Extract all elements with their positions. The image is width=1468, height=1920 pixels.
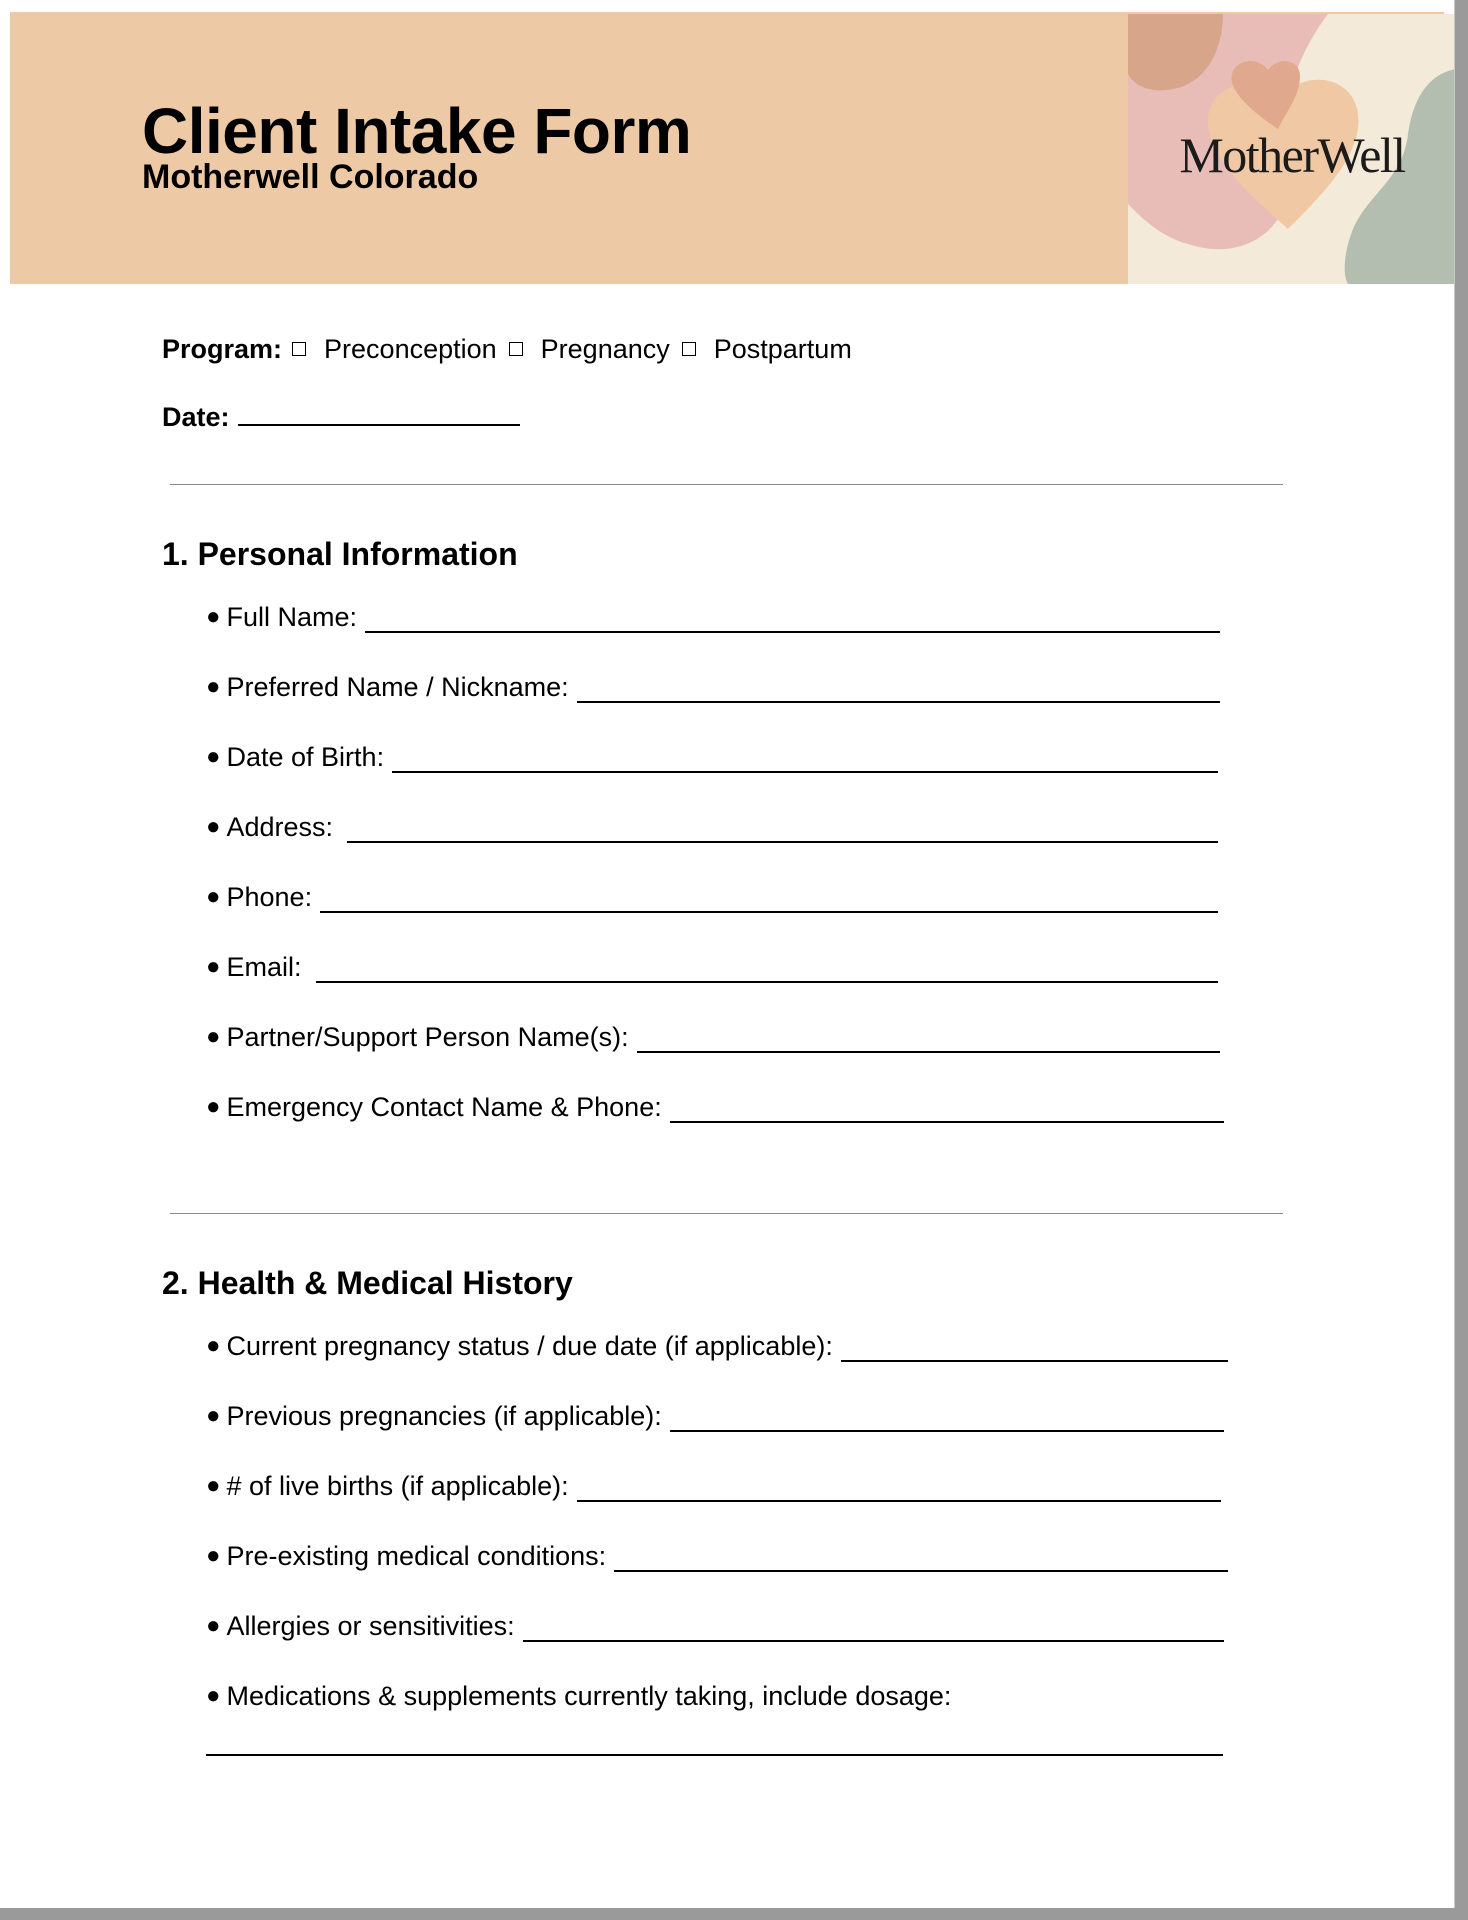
phone-input-line[interactable]: [320, 887, 1218, 913]
date-row: [162, 398, 520, 433]
field-medications: [206, 1681, 1224, 1712]
bullet-icon: ●: [206, 603, 221, 630]
field-allergies: [206, 1611, 1224, 1642]
field-label: Date of Birth:: [226, 742, 385, 772]
field-pregnancy-status: [206, 1331, 1228, 1362]
field-previous-pregnancies: [206, 1401, 1224, 1432]
field-label: Emergency Contact Name & Phone:: [226, 1092, 662, 1122]
option-pregnancy: Pregnancy: [540, 334, 670, 364]
field-label: Allergies or sensitivities:: [226, 1611, 515, 1641]
section-health-history-title: 2. Health & Medical History: [162, 1265, 573, 1301]
bullet-icon: ●: [206, 1542, 221, 1569]
live-births-input-line[interactable]: [577, 1476, 1221, 1502]
date-input-line[interactable]: [238, 398, 520, 426]
bullet-icon: ●: [206, 953, 221, 980]
allergies-input-line[interactable]: [523, 1616, 1224, 1642]
field-full-name: [206, 602, 1220, 633]
field-label: Previous pregnancies (if applicable):: [226, 1401, 662, 1431]
pre-existing-conditions-input-line[interactable]: [614, 1546, 1228, 1572]
field-date-of-birth: [206, 742, 1218, 773]
motherwell-logo: [1128, 14, 1455, 284]
section-divider: [170, 1213, 1283, 1214]
field-label: Address:: [226, 812, 334, 842]
field-label: Current pregnancy status / due date (if applicable):: [226, 1331, 833, 1361]
bullet-icon: ●: [206, 1402, 221, 1429]
bullet-icon: ●: [206, 1093, 221, 1120]
field-label: Preferred Name / Nickname:: [226, 672, 569, 702]
medications-input-line[interactable]: [206, 1754, 1223, 1756]
bullet-icon: ●: [206, 1612, 221, 1639]
bullet-icon: ●: [206, 1023, 221, 1050]
bullet-icon: ●: [206, 673, 221, 700]
field-phone: [206, 882, 1218, 913]
program-label: Program:: [162, 334, 283, 364]
field-label: Medications & supplements currently taking, include dosage:: [226, 1681, 952, 1711]
field-partner-support: [206, 1022, 1220, 1053]
bullet-icon: ●: [206, 1682, 221, 1709]
checkbox-preconception[interactable]: [292, 342, 306, 356]
form-subtitle: Motherwell Colorado: [142, 158, 479, 196]
email-input-line[interactable]: [316, 957, 1218, 983]
field-label: Partner/Support Person Name(s):: [226, 1022, 629, 1052]
field-emergency-contact: [206, 1092, 1224, 1123]
section-personal-information-title: 1. Personal Information: [162, 536, 518, 572]
logo-wordmark: MotherWell: [1179, 127, 1405, 183]
field-label: Phone:: [226, 882, 313, 912]
form-title: Client Intake Form: [142, 95, 692, 167]
previous-pregnancies-input-line[interactable]: [670, 1406, 1224, 1432]
bullet-icon: ●: [206, 1332, 221, 1359]
full-name-input-line[interactable]: [365, 607, 1220, 633]
field-live-births: [206, 1471, 1221, 1502]
bullet-icon: ●: [206, 813, 221, 840]
bullet-icon: ●: [206, 883, 221, 910]
header-band: [10, 12, 1444, 284]
date-label: Date:: [162, 402, 230, 432]
field-preferred-name: [206, 672, 1220, 703]
preferred-name-input-line[interactable]: [577, 677, 1220, 703]
option-preconception: Preconception: [324, 334, 497, 364]
bullet-icon: ●: [206, 1472, 221, 1499]
field-label: Full Name:: [226, 602, 358, 632]
pregnancy-status-input-line[interactable]: [841, 1336, 1228, 1362]
address-input-line[interactable]: [347, 817, 1218, 843]
field-label: Email:: [226, 952, 302, 982]
field-label: Pre-existing medical conditions:: [226, 1541, 607, 1571]
bullet-icon: ●: [206, 743, 221, 770]
partner-support-input-line[interactable]: [637, 1027, 1220, 1053]
checkbox-postpartum[interactable]: [682, 342, 696, 356]
section-divider: [170, 484, 1283, 485]
option-postpartum: Postpartum: [713, 334, 852, 364]
checkbox-pregnancy[interactable]: [509, 342, 523, 356]
field-email: [206, 952, 1218, 983]
field-address: [206, 812, 1218, 843]
field-label: # of live births (if applicable):: [226, 1471, 569, 1501]
program-row: [162, 334, 854, 365]
field-pre-existing-conditions: [206, 1541, 1228, 1572]
emergency-contact-input-line[interactable]: [670, 1097, 1224, 1123]
date-of-birth-input-line[interactable]: [392, 747, 1218, 773]
